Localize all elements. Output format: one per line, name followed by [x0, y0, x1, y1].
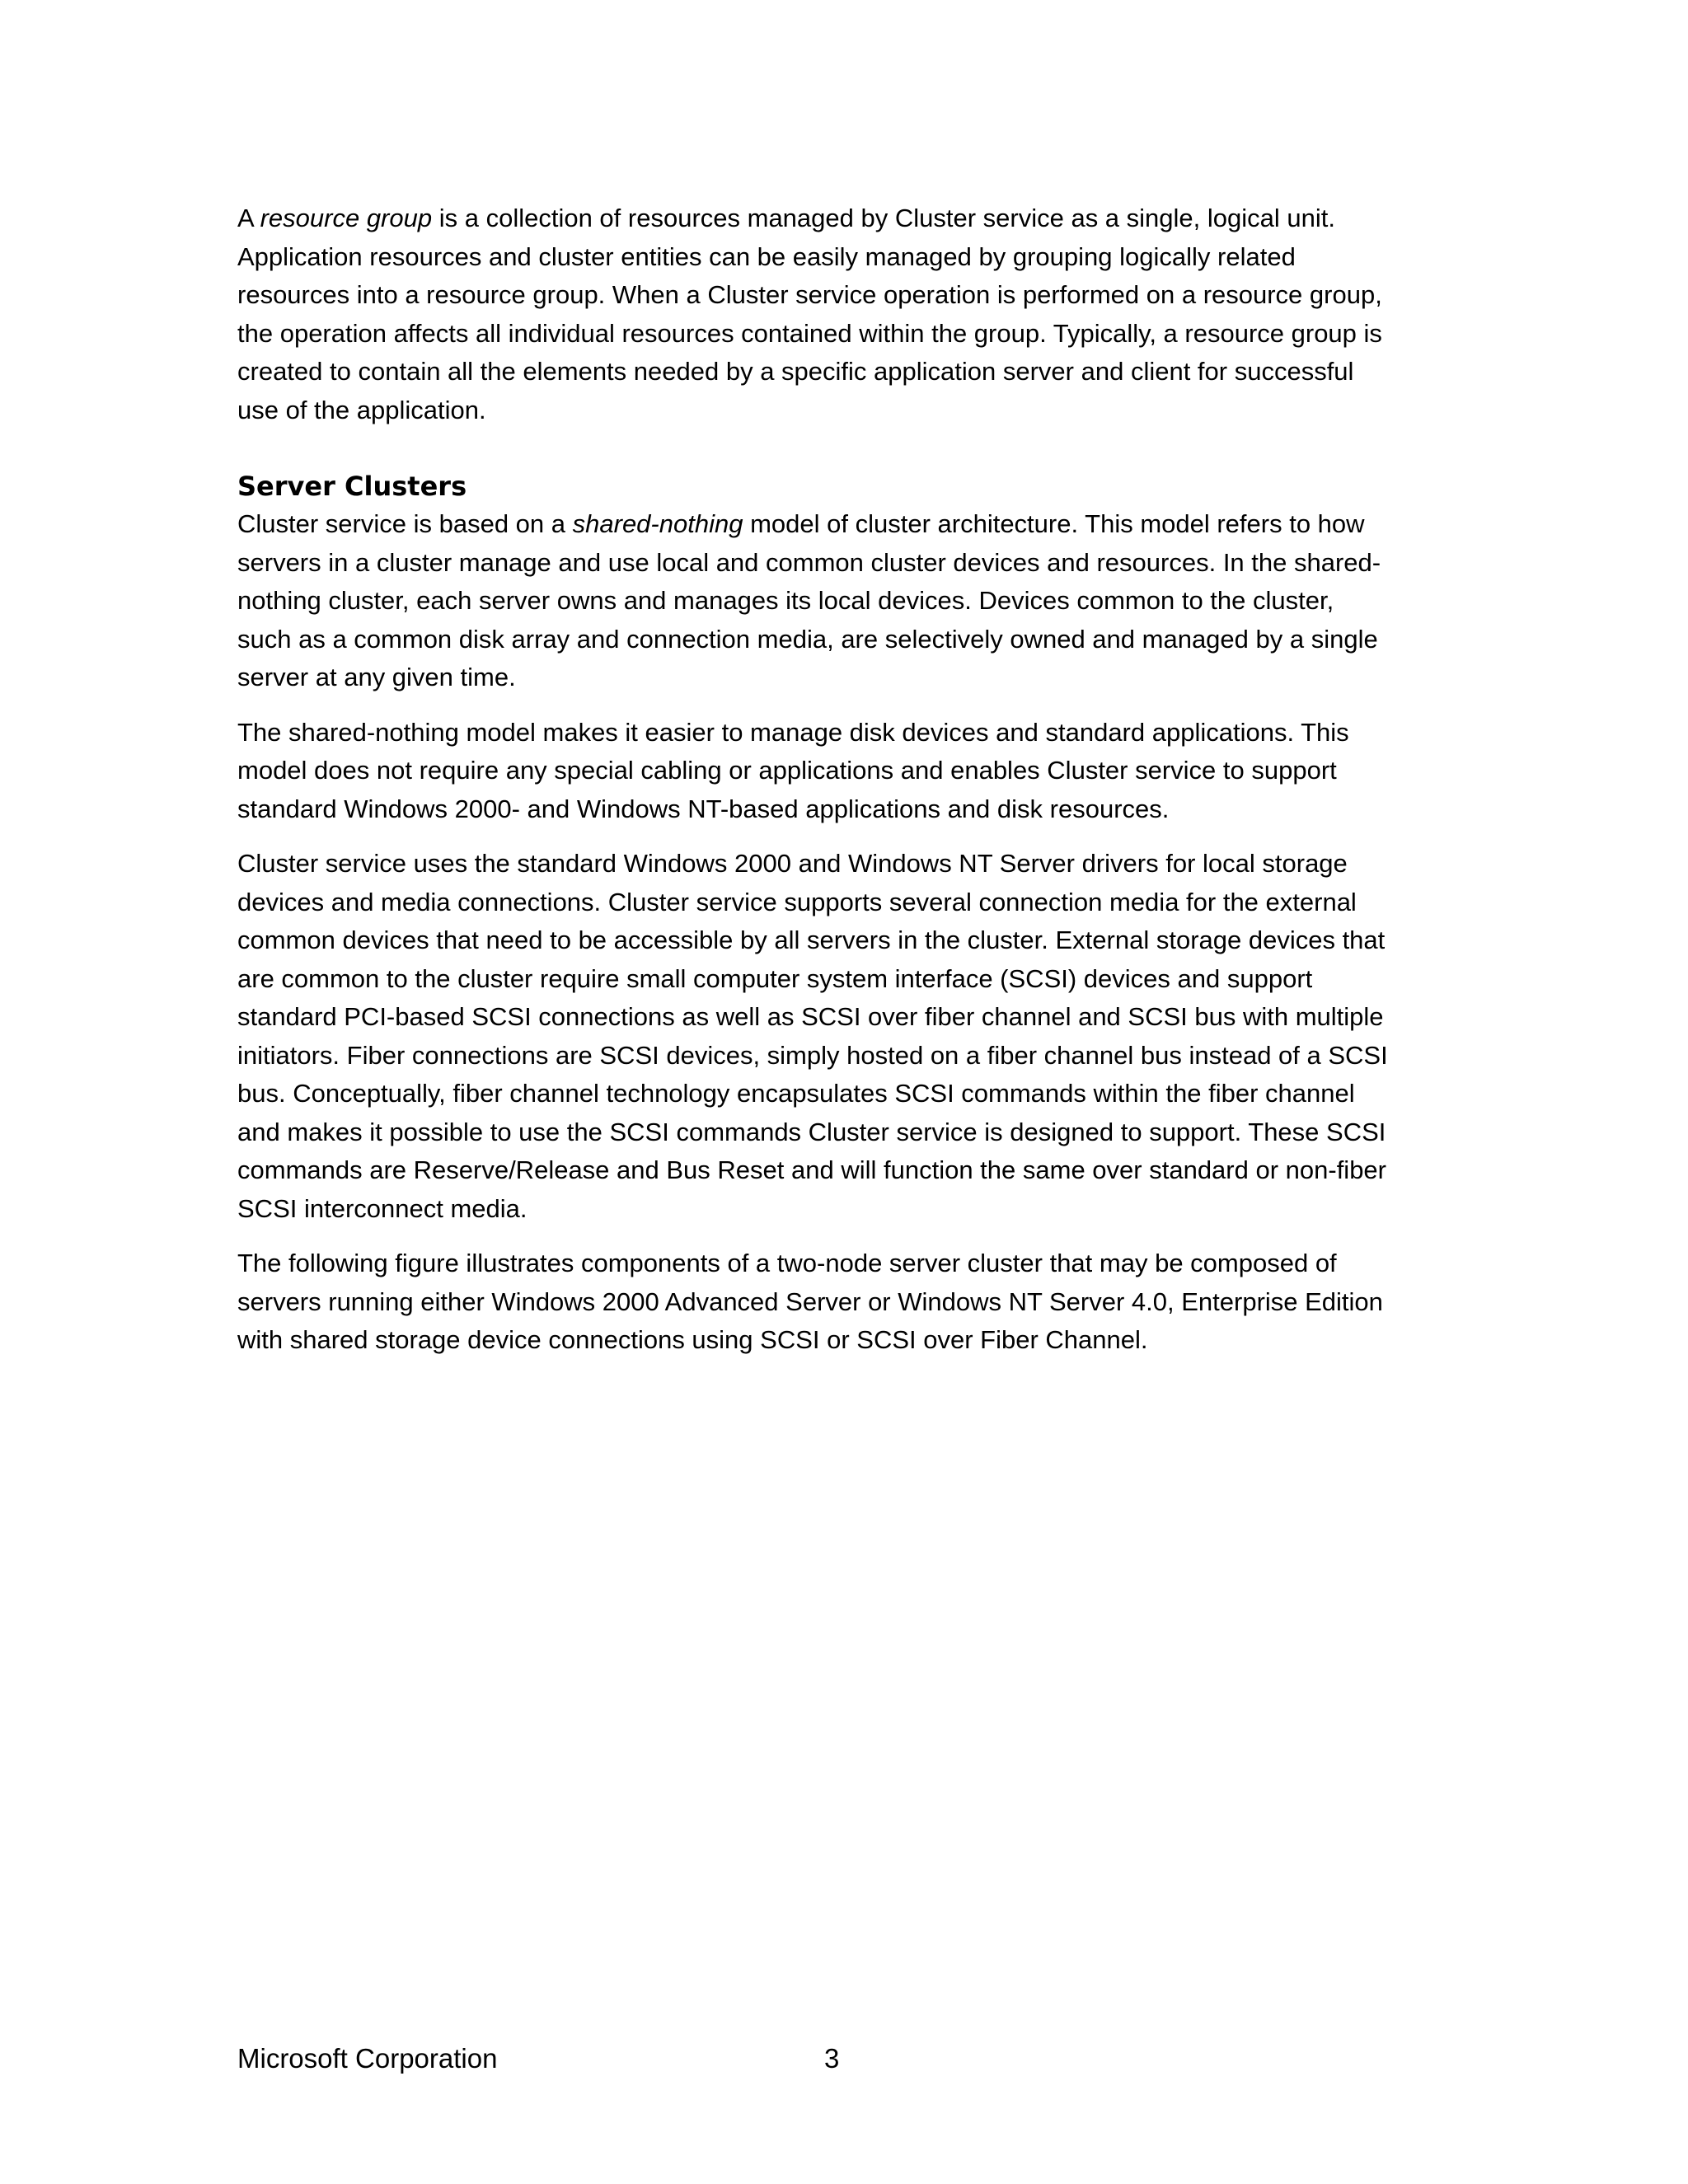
- page-number: 3: [824, 2043, 840, 2074]
- paragraph-scsi-connections: Cluster service uses the standard Windows 2000 and Windows NT Server drivers for local storage devices and media connections. Cluster service supports several connection media for the external common devices that need to be accessible by all servers in the cluster. External storage devices that are common to the cluster require small computer system interface (SCSI) devices and support standard PCI-based SCSI connections as well as SCSI over fiber channel and SCSI bus with multiple initiators. Fiber connections are SCSI devices, simply hosted on a fiber channel bus instead of a SCSI bus. Conceptually, fiber channel technology encapsulates SCSI commands within the fiber channel and makes it possible to use the SCSI commands Cluster service is designed to support. These SCSI commands are Reserve/Release and Bus Reset and will function the same over standard or non-fiber SCSI interconnect media.: [237, 849, 1388, 1223]
- footer-company: Microsoft Corporation: [237, 2043, 498, 2074]
- paragraph-text: model of cluster architecture. This model refers to how servers in a cluster manage and use local and common cluster devices and resources. In the shared-nothing cluster, each server owns and manages its local devices. Devices common to the cluster, such as a common disk array and connection media, are selectively owned and managed by a single server at any given time.: [237, 509, 1381, 691]
- paragraph-text: is a collection of resources managed by Cluster service as a single, logical unit. Application resources and cluster entities can be easily managed by grouping logically related resources into a resource group. When a Cluster service operation is performed on a resource group, the operation affects all individual resources contained within the group. Typically, a resource group is created to contain all the elements needed by a specific application server and client for successful use of the application.: [237, 204, 1382, 424]
- paragraph-model-benefits: The shared-nothing model makes it easier to manage disk devices and standard applications. This model does not require any special cabling or applications and enables Cluster service to support standard Windows 2000- and Windows NT-based applications and disk resources.: [237, 717, 1349, 823]
- paragraph-figure-intro: The following figure illustrates components of a two-node server cluster that may be composed of servers running either Windows 2000 Advanced Server or Windows NT Server 4.0, Enterprise Edition with shared storage device connections using SCSI or SCSI over Fiber Channel.: [237, 1249, 1383, 1354]
- paragraph-lead: A: [237, 204, 260, 232]
- term-shared-nothing: shared-nothing: [572, 509, 743, 538]
- page-footer: [237, 2040, 1391, 2078]
- section-heading: Server Clusters: [237, 471, 467, 502]
- paragraph-resource-group: [237, 199, 1391, 429]
- paragraph-shared-nothing: [237, 505, 1391, 697]
- document-body: [237, 199, 1391, 1360]
- paragraph-lead: Cluster service is based on a: [237, 509, 573, 538]
- term-resource-group: resource group: [260, 204, 433, 232]
